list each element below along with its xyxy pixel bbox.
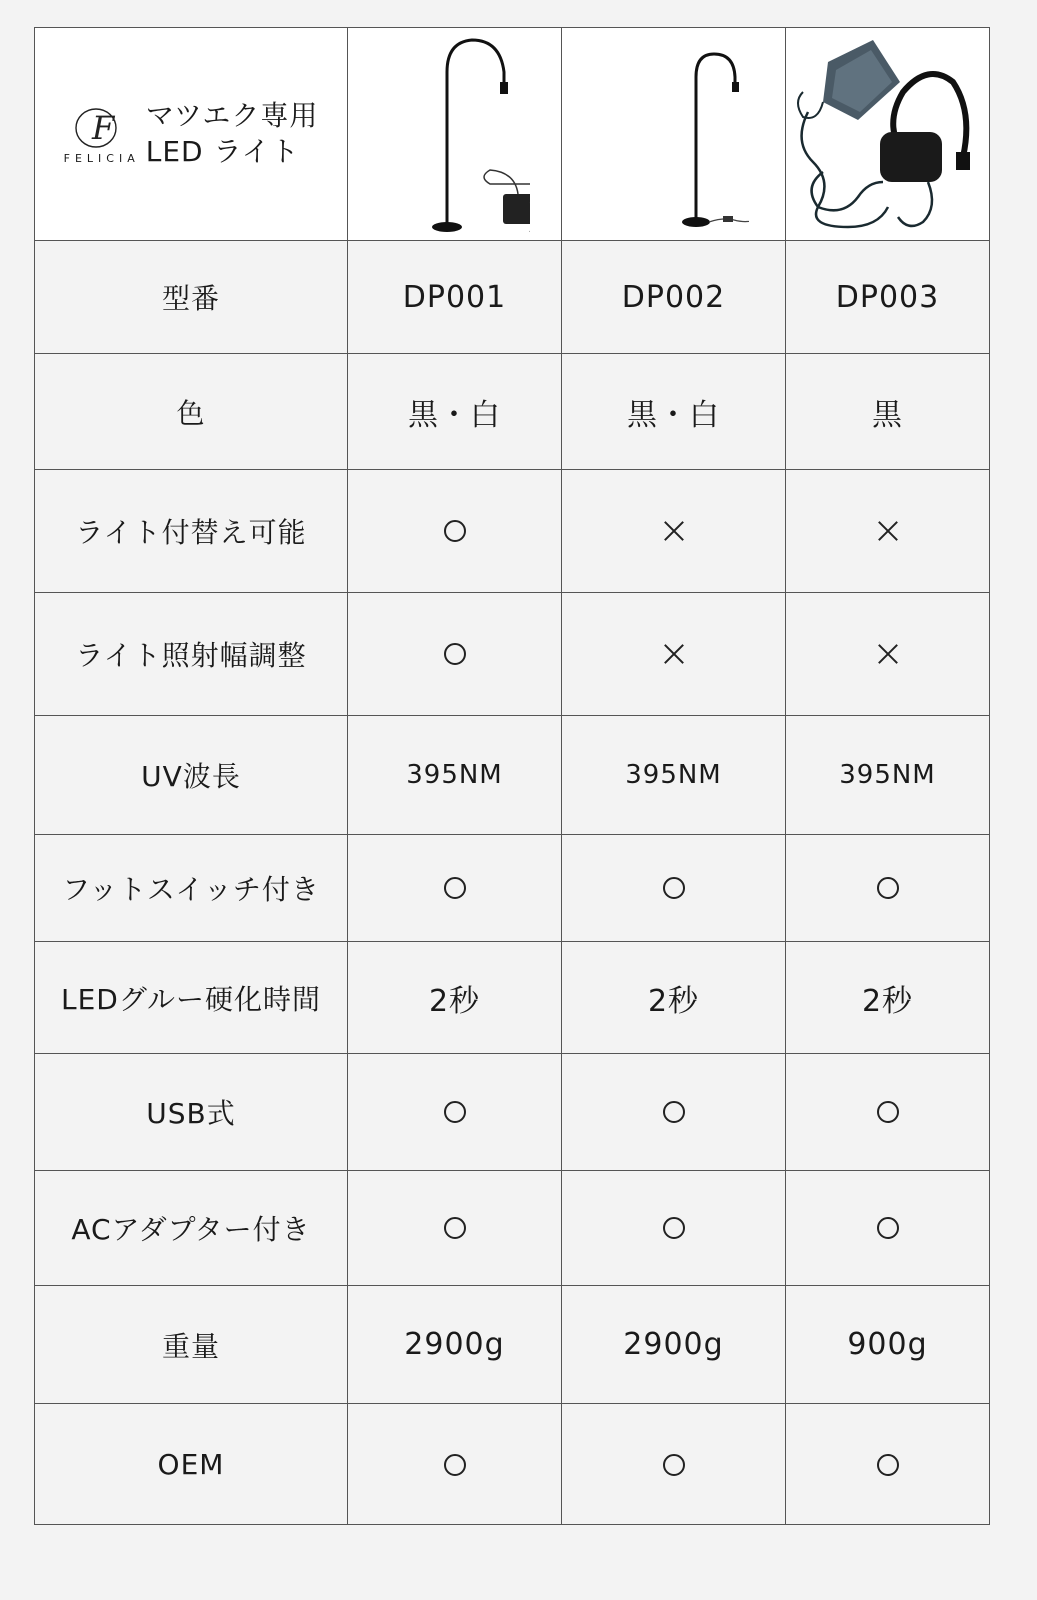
product-title (146, 98, 319, 170)
circle-mark-icon (444, 520, 466, 542)
table-cell: 黒 (872, 397, 903, 433)
table-cell: 2秒 (348, 942, 562, 1053)
table-row (35, 942, 989, 1054)
row-label: USB式 (35, 1054, 348, 1170)
cross-mark-icon (663, 520, 685, 542)
table-cell (562, 835, 786, 941)
table-cell: 395NM (348, 716, 562, 834)
product-image-3 (786, 28, 989, 240)
cross-mark-icon (663, 643, 685, 665)
table-row (35, 1404, 989, 1525)
row-label: 重量 (35, 1286, 348, 1403)
logo-mark-icon (72, 104, 132, 150)
felicia-logo (64, 104, 140, 165)
table-header-row (35, 28, 989, 241)
table-cell: 2900g (562, 1286, 786, 1403)
row-label: ライト付替え可能 (35, 470, 348, 592)
table-cell (786, 593, 989, 715)
row-label: ライト照射幅調整 (35, 593, 348, 715)
title-line-2: LED ライト (145, 135, 300, 168)
circle-mark-icon (663, 877, 685, 899)
circle-mark-icon (877, 1454, 899, 1476)
table-cell: DP002 (562, 241, 786, 353)
row-label: UV波長 (35, 716, 348, 834)
table-cell: 黒・白 (562, 354, 786, 469)
table-cell: 2900g (348, 1286, 562, 1403)
table-cell (786, 470, 989, 592)
circle-mark-icon (663, 1454, 685, 1476)
circle-mark-icon (877, 877, 899, 899)
comparison-table (34, 27, 990, 1525)
table-row (35, 1286, 989, 1404)
row-label: 色 (35, 354, 348, 469)
row-label: 型番 (35, 241, 348, 353)
product-image-2 (562, 28, 786, 240)
brand-name: FELICIA (63, 151, 140, 165)
circle-mark-icon (663, 1101, 685, 1123)
table-cell (348, 593, 562, 715)
table-cell: 黒・白 (348, 354, 562, 469)
row-label: LEDグルー硬化時間 (35, 942, 348, 1053)
table-row (35, 835, 989, 942)
table-cell (562, 1171, 786, 1285)
table-cell (562, 1404, 786, 1525)
table-cell: DP003 (835, 279, 940, 315)
table-cell (562, 1054, 786, 1170)
circle-mark-icon (444, 1101, 466, 1123)
circle-mark-icon (444, 1454, 466, 1476)
table-row (35, 354, 989, 470)
circle-mark-icon (444, 1217, 466, 1239)
lamp-3-icon (788, 32, 988, 237)
circle-mark-icon (877, 1101, 899, 1123)
table-row (35, 593, 989, 716)
table-cell (348, 1171, 562, 1285)
row-label: フットスイッチ付き (35, 835, 348, 941)
table-cell (786, 1404, 989, 1525)
lamp-1-icon (380, 32, 530, 237)
circle-mark-icon (663, 1217, 685, 1239)
row-label: ACアダプター付き (35, 1171, 348, 1285)
logo-letter: F (91, 108, 115, 147)
table-row (35, 716, 989, 835)
circle-mark-icon (444, 877, 466, 899)
cross-mark-icon (877, 520, 899, 542)
table-row (35, 1171, 989, 1286)
product-image-1 (348, 28, 562, 240)
table-cell: 900g (847, 1327, 928, 1362)
table-cell (348, 835, 562, 941)
table-cell (562, 593, 786, 715)
table-cell (786, 835, 989, 941)
table-cell (348, 1404, 562, 1525)
table-row (35, 241, 989, 354)
table-row (35, 1054, 989, 1171)
table-cell (786, 1054, 989, 1170)
table-cell: 2秒 (861, 983, 914, 1019)
lamp-2-icon (599, 32, 749, 237)
table-cell: 395NM (562, 716, 786, 834)
table-cell: DP001 (348, 241, 562, 353)
circle-mark-icon (877, 1217, 899, 1239)
brand (64, 98, 319, 170)
table-cell: 2秒 (562, 942, 786, 1053)
table-cell (348, 1054, 562, 1170)
title-line-1: マツエク専用 (145, 99, 319, 132)
circle-mark-icon (444, 643, 466, 665)
table-cell: 395NM (839, 760, 936, 790)
table-row (35, 470, 989, 593)
row-label: OEM (35, 1404, 348, 1525)
table-cell (562, 470, 786, 592)
cross-mark-icon (877, 643, 899, 665)
table-cell (348, 470, 562, 592)
table-cell (786, 1171, 989, 1285)
brand-cell (35, 28, 348, 240)
